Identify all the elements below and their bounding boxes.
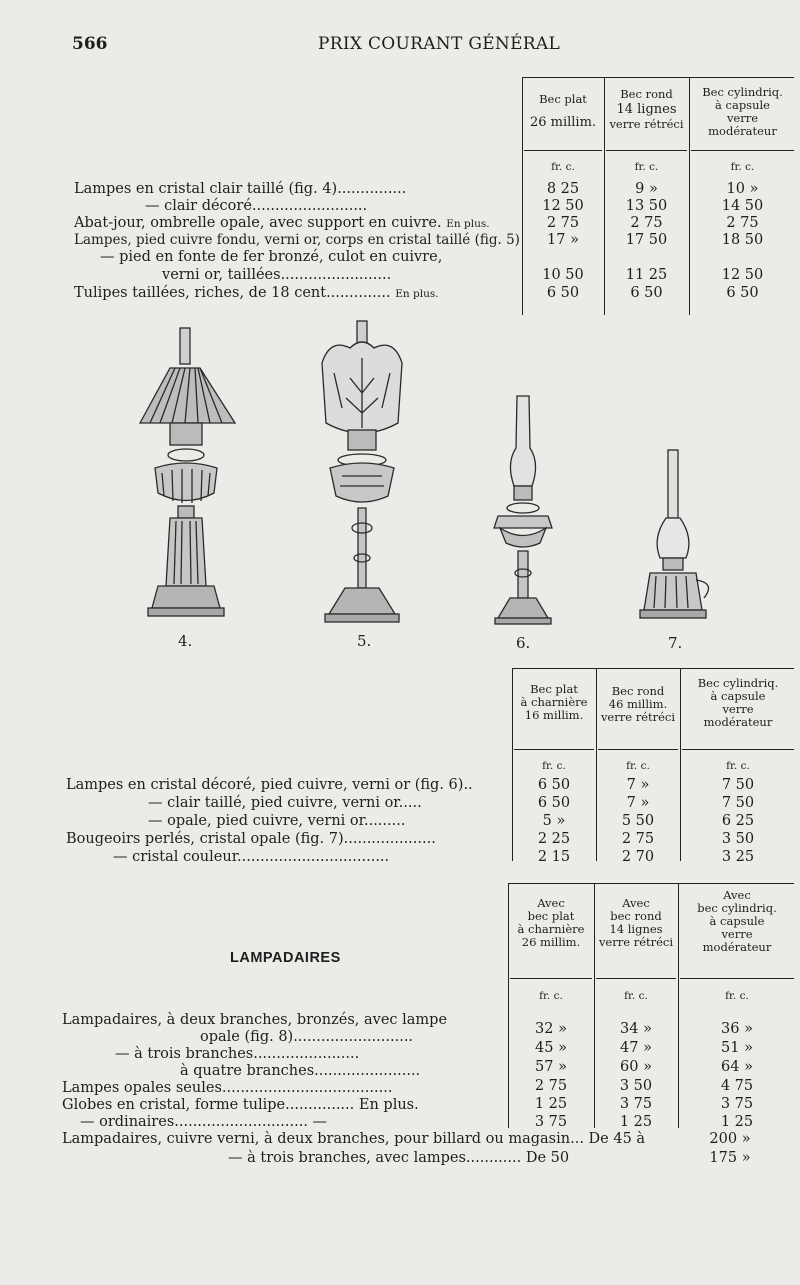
price-cell: 47 » [620,1040,652,1056]
price-cell: 175 » [709,1150,751,1166]
price-cell: 7 » [626,777,650,793]
table-row: — clair taillé, pied cuivre, verni or..... [148,795,422,811]
price-cell: 1 25 [534,1096,568,1112]
price-cell: 32 » [535,1021,567,1037]
unit-label: fr. c. [542,760,566,772]
price-cell: 5 50 [621,813,655,829]
price-cell: 3 75 [720,1096,754,1112]
table-row: Lampadaires, cuivre verni, à deux branches, pour billard ou magasin... De 45 à [62,1131,646,1147]
lamp-chimney-icon [494,396,552,624]
price-cell: 12 50 [721,267,764,283]
table-rule [512,668,794,669]
lamp-shade-icon [140,328,235,616]
price-cell: 6 25 [721,813,755,829]
price-cell: 1 25 [619,1114,653,1130]
price-cell: 6 50 [630,285,663,301]
price-cell: 3 25 [721,849,755,865]
price-cell: 57 » [535,1059,567,1075]
price-cell: 2 25 [537,831,571,847]
price-cell: 13 50 [625,198,668,214]
price-cell: 2 75 [726,215,759,231]
column-header: Avec bec plat à charnière 26 millim. [517,896,585,949]
price-cell: 6 50 [537,777,571,793]
table-rule [680,978,794,979]
price-cell: 2 15 [537,849,571,865]
price-cell: 3 50 [721,831,755,847]
figure-label: 6. [516,634,531,652]
price-cell: 7 50 [721,777,755,793]
table-row: Globes en cristal, forme tulipe............... En plus. [62,1097,419,1113]
price-cell: 2 75 [534,1078,568,1094]
price-cell: 8 25 [546,181,580,197]
section-title: LAMPADAIRES [230,950,341,966]
price-cell: 5 » [542,813,566,829]
unit-label: fr. c. [726,760,750,772]
table-rule [510,978,592,979]
table-rule [596,978,676,979]
figure-label: 5. [357,632,372,650]
table-rule [524,150,602,151]
figure-label: 4. [178,632,193,650]
price-cell: 3 75 [534,1114,568,1130]
price-cell: 11 25 [625,267,668,283]
table-row: — opale, pied cuivre, verni or......... [148,813,406,829]
price-cell: 14 50 [721,198,764,214]
price-cell: 64 » [721,1059,753,1075]
price-cell: 51 » [721,1040,753,1056]
table-rule [682,749,794,750]
price-cell: 2 75 [546,215,580,231]
price-cell: 4 75 [720,1078,754,1094]
table-row: Lampes, pied cuivre fondu, verni or, corps en cristal taillé (fig. 5) [74,232,520,248]
price-cell: 6 50 [546,285,580,301]
price-cell: 17 » [547,232,579,248]
column-header: Avec bec cylindriq. à capsule verre modérateur [697,888,777,954]
price-cell: 17 50 [625,232,668,248]
price-cell: 7 » [626,795,650,811]
table-rule [598,749,678,750]
table-row: — ordinaires............................. — [80,1114,328,1130]
lamp-illustrations [120,318,740,658]
price-cell: 45 » [535,1040,567,1056]
table-row: Abat-jour, ombrelle opale, avec support en cuivre. En plus. [74,215,490,231]
unit-label: fr. c. [539,990,563,1002]
table-rule [691,150,794,151]
unit-label: fr. c. [725,990,749,1002]
unit-label: fr. c. [624,990,648,1002]
unit-label: fr. c. [626,760,650,772]
table-row: — pied en fonte de fer bronzé, culot en cuivre, [100,249,443,265]
price-cell: 6 50 [726,285,759,301]
price-cell: 36 » [721,1021,753,1037]
unit-label: fr. c. [730,161,755,173]
table-row: verni or, taillées........................ [162,267,392,283]
table-row: Bougeoirs perlés, cristal opale (fig. 7).................... [66,831,436,847]
price-cell: 60 » [620,1059,652,1075]
unit-label: fr. c. [551,161,575,173]
table-row: Lampes opales seules..................................... [62,1080,393,1096]
table-row: Lampes en cristal clair taillé (fig. 4)............... [74,181,407,197]
price-cell: 200 » [709,1131,751,1147]
price-cell: 2 70 [621,849,655,865]
price-cell: 10 50 [542,267,584,283]
column-header: Bec rond 14 lignes verre rétréci [609,87,684,131]
price-cell: 2 75 [630,215,663,231]
figure-label: 7. [668,634,683,652]
column-header: Bec plat 26 millim. [529,92,597,130]
table-row: Lampadaires, à deux branches, bronzés, avec lampe [62,1012,448,1028]
column-header: Bec cylindriq. à capsule verre modérateur [697,676,779,729]
price-cell: 18 50 [721,232,764,248]
page-number: 566 [72,34,108,54]
table-row: à quatre branches....................... [180,1063,421,1079]
price-cell: 10 » [726,181,759,197]
price-cell: 6 50 [537,795,571,811]
lamp-tulip-icon [322,321,402,622]
table-row: — clair décoré......................... [145,198,368,214]
table-rule [508,883,794,884]
page-title: PRIX COURANT GÉNÉRAL [318,34,561,54]
price-cell: 1 25 [720,1114,754,1130]
table-row: Tulipes taillées, riches, de 18 cent.............. En plus. [74,285,439,301]
price-cell: 7 50 [721,795,755,811]
table-rule [514,749,594,750]
table-row: — à trois branches....................... [115,1046,360,1062]
unit-label: fr. c. [634,161,659,173]
table-row: Lampes en cristal décoré, pied cuivre, verni or (fig. 6).. [66,777,473,793]
column-header: Bec plat à charnière 16 millim. [520,682,588,722]
price-cell: 3 50 [619,1078,653,1094]
price-cell: 2 75 [621,831,655,847]
table-rule [522,77,794,78]
price-cell: 34 » [620,1021,652,1037]
table-rule [606,150,687,151]
price-cell: 3 75 [619,1096,653,1112]
column-header: Bec cylindriq. à capsule verre modérateur [702,85,783,138]
table-row: opale (fig. 8).......................... [200,1029,414,1045]
table-row: — cristal couleur................................. [113,849,390,865]
price-cell: 9 » [635,181,658,197]
table-row: — à trois branches, avec lampes............ De 50 [228,1150,570,1166]
candlestick-lamp-icon [640,450,709,618]
column-header: Bec rond 46 millim. verre rétréci [600,684,676,724]
price-cell: 12 50 [542,198,584,214]
column-header: Avec bec rond 14 lignes verre rétréci [598,896,674,949]
